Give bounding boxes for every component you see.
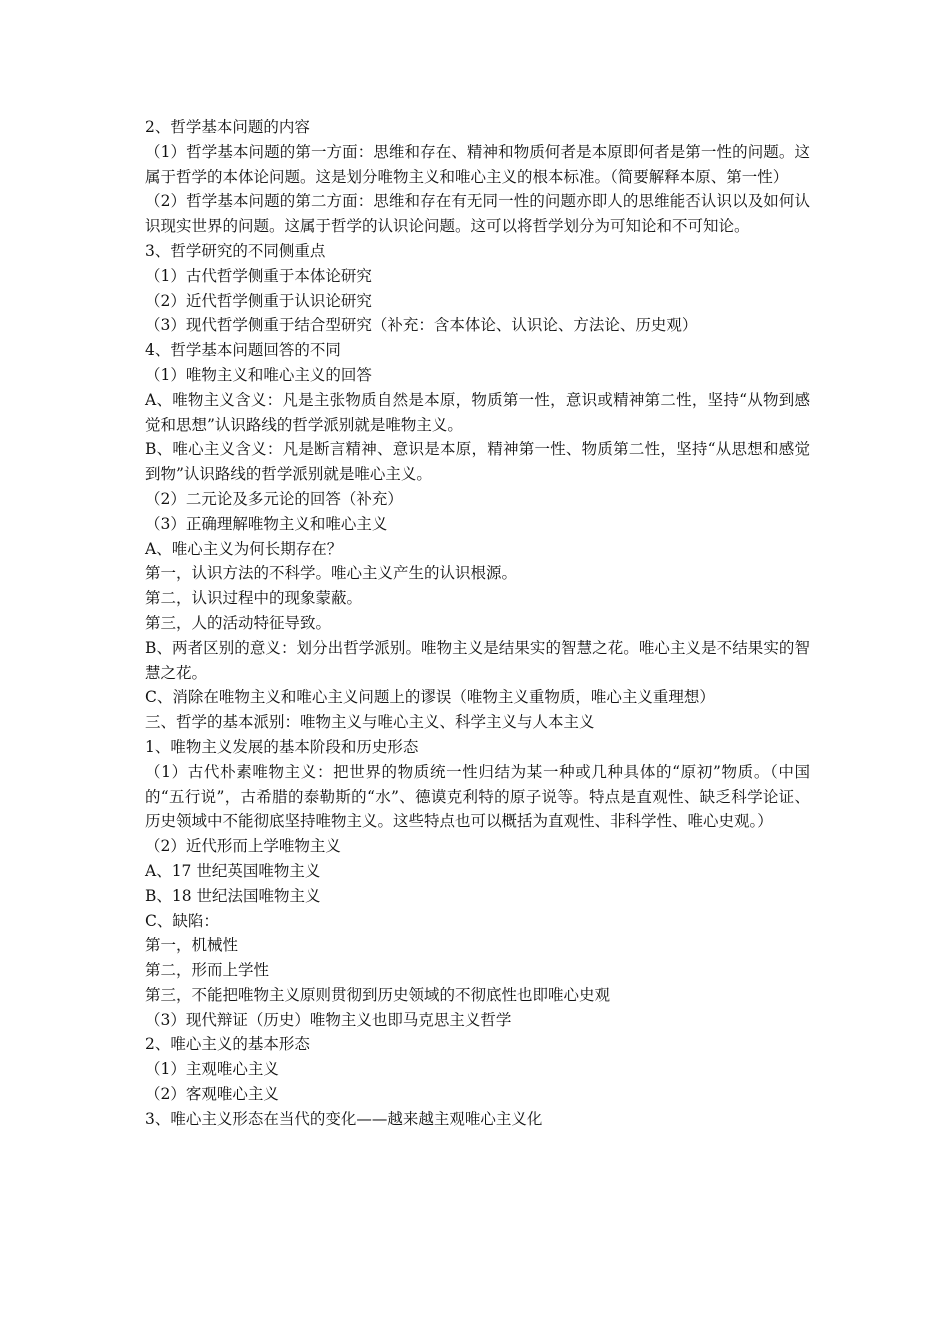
list-item: A、唯心主义为何长期存在？ xyxy=(145,539,343,558)
list-item: C、缺陷： xyxy=(145,911,219,930)
list-item: （3）现代哲学侧重于结合型研究（补充：含本体论、认识论、方法论、历史观） xyxy=(145,316,698,335)
paragraph: B、唯心主义含义：凡是断言精神、意识是本原，精神第一性、物质第二性，坚持“从思想和感觉到物”认识路线的哲学派别就是唯心主义。 xyxy=(145,440,810,484)
list-item: A、17 世纪英国唯物主义 xyxy=(145,861,321,880)
list-item: （2）二元论及多元论的回答（补充） xyxy=(145,489,403,508)
heading-4: 4、哲学基本问题回答的不同 xyxy=(145,341,341,360)
list-item: 第一，机械性 xyxy=(145,936,239,955)
list-item: 第三，人的活动特征导致。 xyxy=(145,613,332,632)
section-heading: 三、哲学的基本派别：唯物主义与唯心主义、科学主义与人本主义 xyxy=(145,713,595,732)
paragraph: （2）哲学基本问题的第二方面：思维和存在有无同一性的问题亦即人的思维能否认识以及如何认识现实世界的问题。这属于哲学的认识论问题。这可以将哲学划分为可知论和不可知论。 xyxy=(145,192,810,236)
list-item: （2）近代形而上学唯物主义 xyxy=(145,837,341,856)
list-item: C、消除在唯物主义和唯心主义问题上的谬误（唯物主义重物质，唯心主义重理想） xyxy=(145,688,715,707)
paragraph: （1）哲学基本问题的第一方面：思维和存在、精神和物质何者是本原即何者是第一性的问题。这属于哲学的本体论问题。这是划分唯物主义和唯心主义的根本标准。（简要解释本原、第一性） xyxy=(145,142,810,186)
list-item: 第二，形而上学性 xyxy=(145,961,270,980)
list-item: （1）古代哲学侧重于本体论研究 xyxy=(145,266,372,285)
heading-2: 2、哲学基本问题的内容 xyxy=(145,118,310,136)
list-item: （2）客观唯心主义 xyxy=(145,1085,279,1104)
heading-1: 1、唯物主义发展的基本阶段和历史形态 xyxy=(145,737,419,756)
list-item: 第一，认识方法的不科学。唯心主义产生的认识根源。 xyxy=(145,564,518,583)
heading-3: 3、唯心主义形态在当代的变化——越来越主观唯心主义化 xyxy=(145,1109,543,1128)
heading-2: 2、唯心主义的基本形态 xyxy=(145,1035,310,1054)
list-item: 第二，认识过程中的现象蒙蔽。 xyxy=(145,589,363,608)
paragraph: B、两者区别的意义：划分出哲学派别。唯物主义是结果实的智慧之花。唯心主义是不结果实的智慧之花。 xyxy=(145,638,810,682)
list-item: （1）唯物主义和唯心主义的回答 xyxy=(145,365,372,384)
paragraph: A、唯物主义含义：凡是主张物质自然是本原，物质第一性，意识或精神第二性，坚持“从物到感觉和思想”认识路线的哲学派别就是唯物主义。 xyxy=(145,390,810,434)
list-item: B、18 世纪法国唯物主义 xyxy=(145,886,321,905)
list-item: （3）现代辩证（历史）唯物主义也即马克思主义哲学 xyxy=(145,1010,512,1029)
list-item: （3）正确理解唯物主义和唯心主义 xyxy=(145,514,388,533)
list-item: （2）近代哲学侧重于认识论研究 xyxy=(145,291,372,310)
heading-3: 3、哲学研究的不同侧重点 xyxy=(145,241,326,260)
document-body xyxy=(145,115,810,1132)
paragraph: （1）古代朴素唯物主义：把世界的物质统一性归结为某一种或几种具体的“原初”物质。（中国的“五行说”，古希腊的泰勒斯的“水”、德谟克利特的原子说等。特点是直观性、缺乏科学论证、历史领域中不能彻底坚持唯物主义。这些特点也可以概括为直观性、非科学性、唯心史观。） xyxy=(145,762,810,831)
list-item: （1）主观唯心主义 xyxy=(145,1060,279,1079)
list-item: 第三，不能把唯物主义原则贯彻到历史领域的不彻底性也即唯心史观 xyxy=(145,985,611,1004)
